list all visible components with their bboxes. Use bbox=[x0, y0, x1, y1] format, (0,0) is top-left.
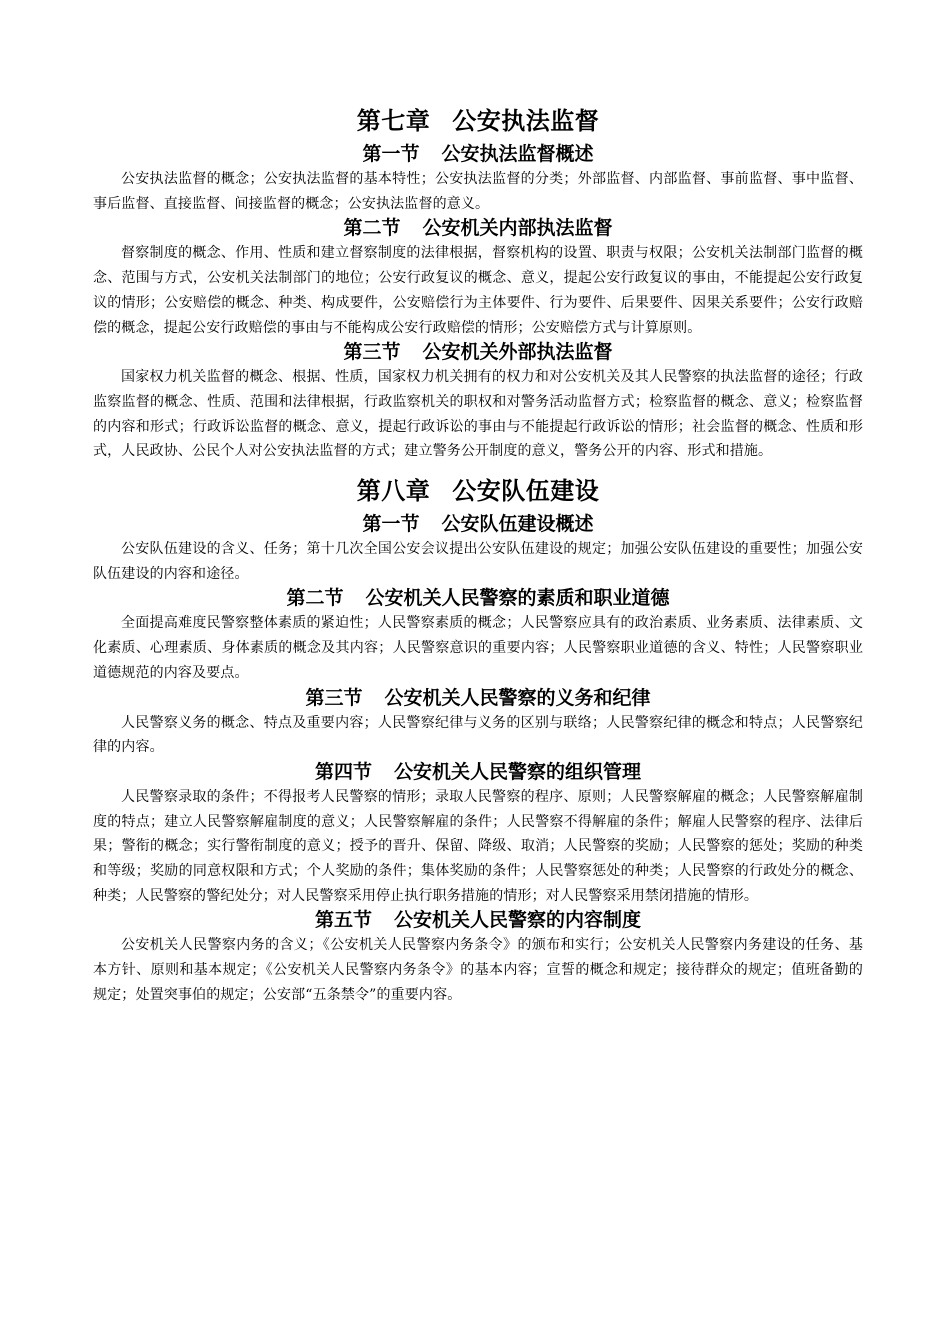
section-name: 公安机关外部执法监督 bbox=[422, 341, 613, 364]
section-paragraph: 公安执法监督的概念；公安执法监督的基本特性；公安执法监督的分类；外部监督、内部监督、事前监督、事中监督、事后监督、直接监督、间接监督的概念；公安执法监督的意义。 bbox=[93, 171, 863, 212]
section-name: 公安队伍建设概述 bbox=[441, 513, 594, 536]
chapter-name: 公安队伍建设 bbox=[452, 476, 600, 506]
document-page bbox=[93, 104, 863, 1008]
section-name: 公安机关内部执法监督 bbox=[422, 217, 613, 240]
chapter-title bbox=[93, 474, 863, 508]
section-number: 第三节 bbox=[305, 686, 363, 709]
section-number: 第五节 bbox=[314, 909, 372, 932]
section-title bbox=[93, 216, 863, 241]
section-number: 第二节 bbox=[343, 217, 401, 240]
section-title bbox=[93, 142, 863, 167]
section-name: 公安执法监督概述 bbox=[441, 143, 594, 165]
section-paragraph: 国家权力机关监督的概念、根据、性质，国家权力机关拥有的权力和对公安机关及其人民警察的执法监督的途径；行政监察监督的概念、性质、范围和法律根据，行政监察机关的职权和对警务活动监督方式；检察监督的概念、意义；检察监督的内容和形式；行政诉讼监督的概念、意义，提起行政诉讼的事由与不能提起行政诉讼的情形；社会监督的概念、性质和形式，人民政协、公民个人对公安执法监督的方式；建立警务公开制度的意义，警务公开的内容、形式和措施。 bbox=[93, 369, 863, 460]
section-title bbox=[93, 340, 863, 365]
section-paragraph: 人民警察录取的条件；不得报考人民警察的情形；录取人民警察的程序、原则；人民警察解雇的概念；人民警察解雇制度的特点；建立人民警察解雇制度的意义；人民警察解雇的条件；人民警察不得解雇的条件；解雇人民警察的程序、法律后果；警衔的概念；实行警衔制度的意义；授予的晋升、保留、降级、取消；人民警察的奖励；人民警察的惩处；奖励的种类和等级；奖励的同意权限和方式；个人奖励的条件；集体奖励的条件；人民警察惩处的种类；人民警察的行政处分的概念、种类；人民警察的警纪处分；对人民警察采用停止执行职务措施的情形；对人民警察采用禁闭措施的情形。 bbox=[93, 788, 863, 904]
section-title bbox=[93, 908, 863, 933]
section-title bbox=[93, 760, 863, 785]
section-title bbox=[93, 512, 863, 537]
section-number: 第一节 bbox=[362, 143, 420, 165]
section-name: 公安机关人民警察的义务和纪律 bbox=[384, 686, 651, 709]
chapter-title bbox=[93, 104, 863, 138]
section-number: 第四节 bbox=[314, 760, 372, 783]
section-paragraph: 公安队伍建设的含义、任务；第十几次全国公安会议提出公安队伍建设的规定；加强公安队伍建设的重要性；加强公安队伍建设的内容和途径。 bbox=[93, 541, 863, 582]
chapter-number: 第八章 bbox=[356, 476, 431, 506]
section-number: 第三节 bbox=[343, 341, 401, 364]
section-name: 公安机关人民警察的内容制度 bbox=[394, 909, 642, 932]
section-paragraph: 全面提高难度民警察整体素质的紧迫性；人民警察素质的概念；人民警察应具有的政治素质、业务素质、法律素质、文化素质、心理素质、身体素质的概念及其内容；人民警察意识的重要内容；人民警察职业道德的含义、特性；人民警察职业道德规范的内容及要点。 bbox=[93, 615, 863, 681]
section-title bbox=[93, 686, 863, 711]
chapter-number: 第七章 bbox=[356, 106, 431, 135]
chapter-name: 公安执法监督 bbox=[452, 106, 600, 135]
section-paragraph: 公安机关人民警察内务的含义；《公安机关人民警察内务条令》的颁布和实行；公安机关人民警察内务建设的任务、基本方针、原则和基本规定；《公安机关人民警察内务条令》的基本内容；宣誓的概念和规定；接待群众的规定；值班备勤的规定；处置突事伯的规定；公安部“五条禁令”的重要内容。 bbox=[93, 937, 863, 1003]
section-name: 公安机关人民警察的素质和职业道德 bbox=[365, 587, 670, 610]
section-paragraph: 督察制度的概念、作用、性质和建立督察制度的法律根据，督察机构的设置、职责与权限；公安机关法制部门监督的概念、范围与方式，公安机关法制部门的地位；公安行政复议的概念、意义，提起公安行政复议的事由，不能提起公安行政复议的情形；公安赔偿的概念、种类、构成要件，公安赔偿行为主体要件、行为要件、后果要件、因果关系要件；公安行政赔偿的概念，提起公安行政赔偿的事由与不能构成公安行政赔偿的情形；公安赔偿方式与计算原则。 bbox=[93, 245, 863, 336]
section-name: 公安机关人民警察的组织管理 bbox=[394, 760, 642, 783]
section-number: 第二节 bbox=[286, 587, 344, 610]
section-number: 第一节 bbox=[362, 513, 420, 536]
section-paragraph: 人民警察义务的概念、特点及重要内容；人民警察纪律与义务的区别与联络；人民警察纪律的概念和特点；人民警察纪律的内容。 bbox=[93, 714, 863, 756]
section-title bbox=[93, 586, 863, 611]
